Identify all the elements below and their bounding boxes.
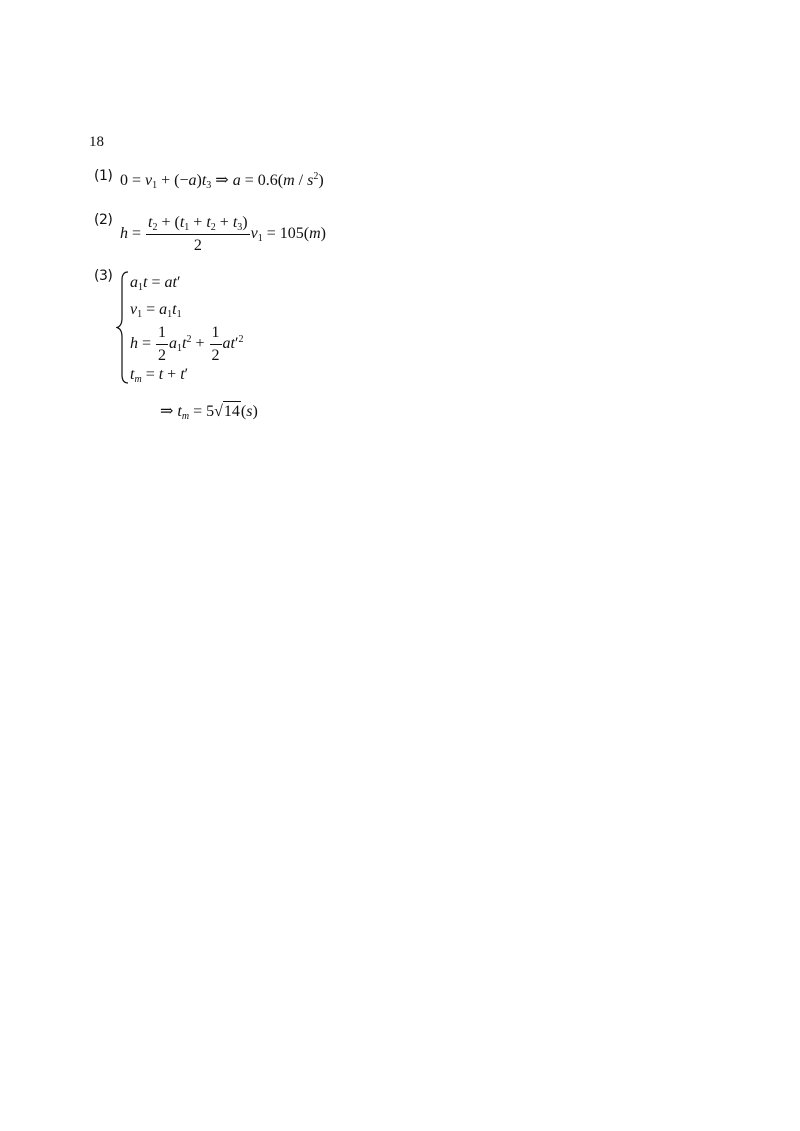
part-2-label: (2) [94, 212, 113, 228]
system-line-4: $t_m = t + t'$ [130, 366, 189, 385]
part-1-label: (1) [94, 168, 113, 184]
part-3-label: (3) [94, 268, 113, 284]
system-line-1: $a_1t = at'$ [130, 274, 181, 293]
part-1-equation: $0 = v_1 + (-a)t_3$ ⇒ $a = 0.6(m / s^2)$ [120, 171, 324, 191]
question-number: 18 [89, 134, 104, 150]
system-line-3: h = $\frac{1}{2}$ $a_1t^2$ + $\frac{1}{2}$ $at'^2$ [130, 324, 244, 364]
part-2-equation: h = $\frac{t_2 + (t_1 + t_2 + t_3)}{2}$ $v_1 = 105(m)$ [120, 214, 326, 254]
left-brace-icon [116, 270, 130, 385]
square-root: √14 [214, 403, 240, 420]
part-3-result: ⇒ $t_m = 5√14(s)$ [160, 403, 258, 422]
system-line-2: $v_1 = a_1t_1$ [130, 301, 182, 320]
